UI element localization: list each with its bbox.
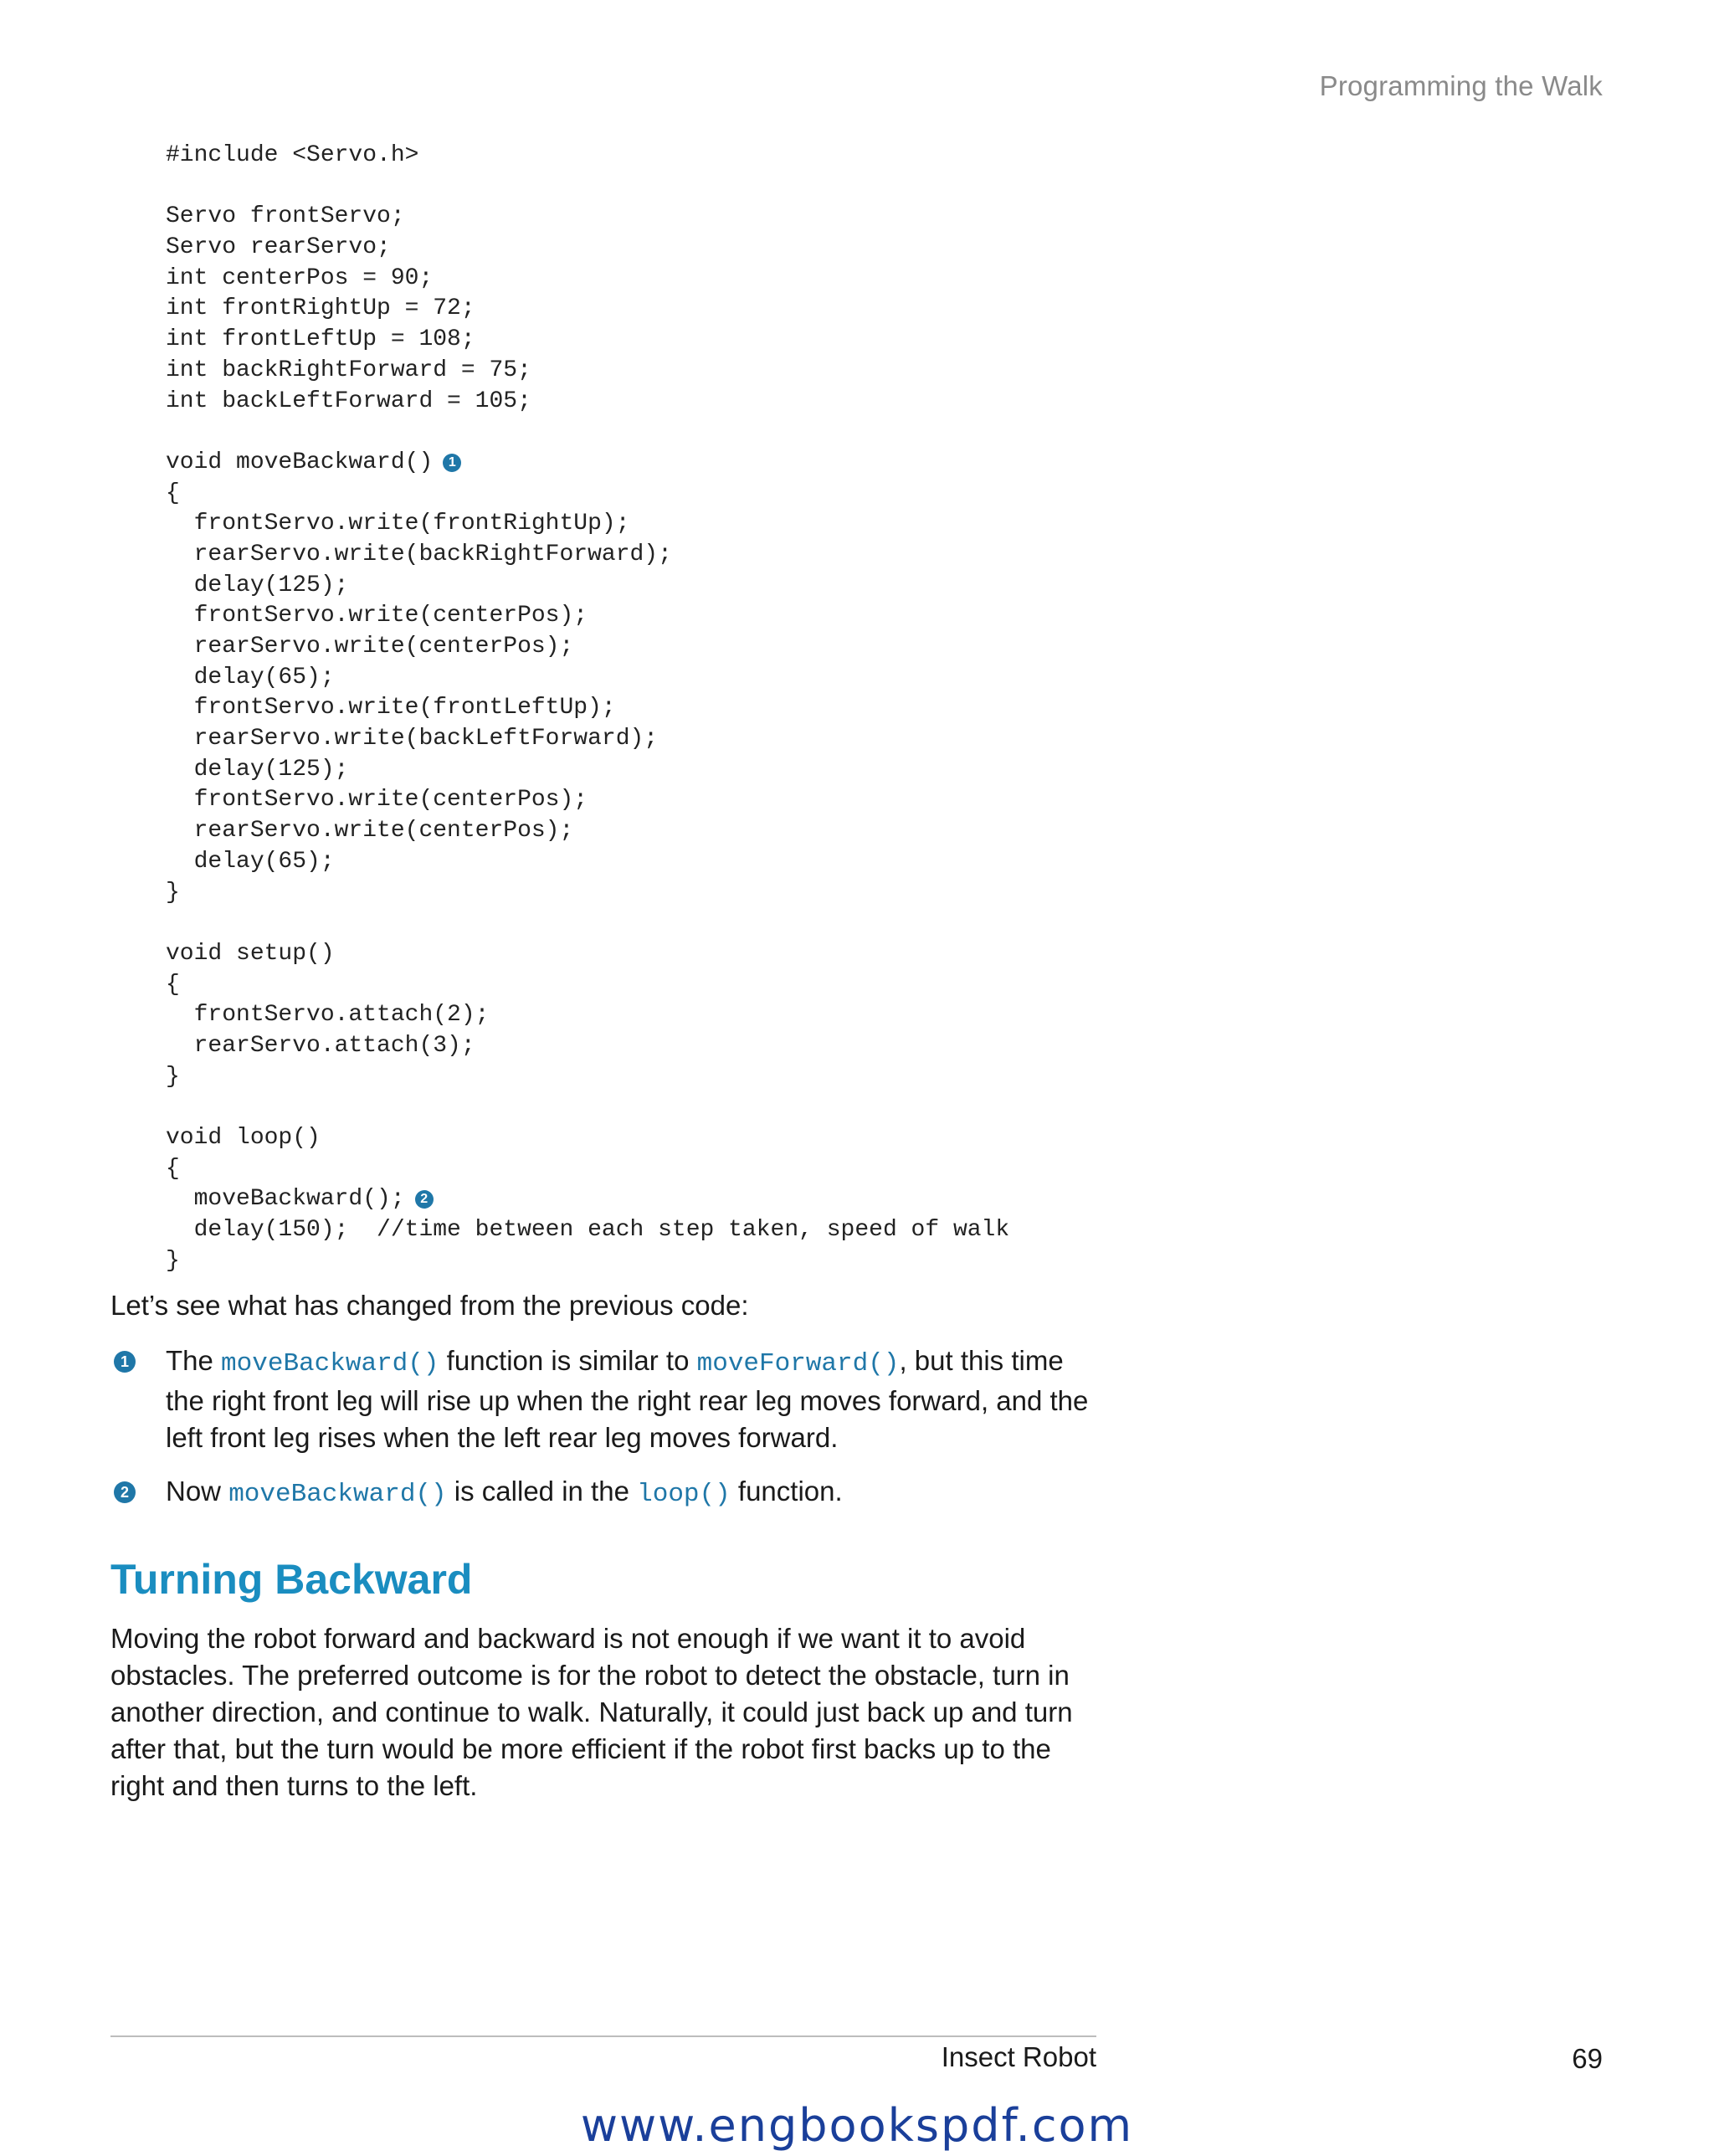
code-line: delay(65); xyxy=(166,848,335,875)
code-line: frontServo.write(frontLeftUp); xyxy=(166,695,616,721)
code-line: void setup() xyxy=(166,940,335,967)
code-line: Servo rearServo; xyxy=(166,234,391,261)
code-line: delay(150); //time between each step taken, speed of walk xyxy=(166,1217,1010,1244)
code-line: rearServo.write(centerPos); xyxy=(166,634,574,660)
code-line: rearServo.write(backRightForward); xyxy=(166,541,672,567)
code-line: delay(125); xyxy=(166,756,349,783)
code-line-with-callout xyxy=(166,1184,1009,1215)
code-line: } xyxy=(166,1247,180,1274)
code-line: int frontRightUp = 72; xyxy=(166,295,475,322)
inline-code: moveBackward() xyxy=(228,1480,447,1509)
code-line-with-callout xyxy=(166,448,1009,479)
code-line: { xyxy=(166,971,180,998)
code-line: int backLeftForward = 105; xyxy=(166,388,531,414)
code-text: moveBackward(); xyxy=(166,1186,405,1213)
note-text-part: The xyxy=(166,1345,222,1376)
code-line: rearServo.write(backLeftForward); xyxy=(166,726,659,752)
note-text-part: function. xyxy=(730,1476,843,1507)
code-line: int backRightForward = 75; xyxy=(166,357,531,383)
callout-marker-1: 1 xyxy=(443,454,461,472)
code-line: frontServo.write(centerPos); xyxy=(166,603,588,629)
code-line: { xyxy=(166,480,180,506)
watermark-url[interactable]: www.engbookspdf.com xyxy=(580,2099,1134,2152)
code-line xyxy=(166,1092,1009,1123)
footer-divider xyxy=(110,2035,1096,2037)
note-text xyxy=(166,1342,1098,1456)
code-line: frontServo.attach(2); xyxy=(166,1002,490,1029)
note-marker-1: 1 xyxy=(114,1351,136,1373)
inline-code: moveForward() xyxy=(696,1349,900,1378)
code-line: rearServo.attach(3); xyxy=(166,1032,475,1059)
code-line: frontServo.write(centerPos); xyxy=(166,787,588,814)
note-text-part: , but this time the right front leg will rise up when the right rear leg moves forward, and the left front leg rises when the left rear leg moves forward. xyxy=(166,1345,1089,1453)
code-line: int frontLeftUp = 108; xyxy=(166,326,475,353)
inline-code: loop() xyxy=(637,1480,731,1509)
code-line xyxy=(166,172,1009,203)
section-heading: Turning Backward xyxy=(110,1556,473,1603)
note-text-part: function is similar to xyxy=(439,1345,697,1376)
code-line: delay(65); xyxy=(166,664,335,690)
note-item-2 xyxy=(110,1473,1098,1513)
note-marker-2: 2 xyxy=(114,1481,136,1503)
code-line: int centerPos = 90; xyxy=(166,264,434,291)
code-line: Servo frontServo; xyxy=(166,203,405,230)
code-text: void moveBackward() xyxy=(166,449,434,475)
code-line xyxy=(166,417,1009,448)
code-line: void loop() xyxy=(166,1125,321,1151)
running-head: Programming the Walk xyxy=(1319,70,1603,101)
note-text-part: is called in the xyxy=(446,1476,638,1507)
inline-code: moveBackward() xyxy=(221,1349,439,1378)
code-line: rearServo.write(centerPos); xyxy=(166,818,574,844)
code-line: } xyxy=(166,879,180,906)
code-line: frontServo.write(frontRightUp); xyxy=(166,511,630,537)
footer-chapter-title: Insect Robot xyxy=(941,2041,1096,2072)
code-line: #include <Servo.h> xyxy=(166,142,419,168)
intro-paragraph: Let’s see what has changed from the previous code: xyxy=(110,1290,749,1321)
note-text-part: Now xyxy=(166,1476,229,1507)
code-line: { xyxy=(166,1155,180,1182)
code-listing xyxy=(166,141,1009,1276)
code-line: } xyxy=(166,1063,180,1090)
body-paragraph: Moving the robot forward and backward is not enough if we want it to avoid obstacles. The preferred outcome is for the robot to detect the obstacle, turn in another direction, and continue to walk. Naturally, it could just back up and turn after that, but the turn would be more efficient if the robot first backs up to the right and then turns to the left. xyxy=(110,1623,1073,1801)
code-line: delay(125); xyxy=(166,572,349,598)
callout-marker-2: 2 xyxy=(415,1190,434,1209)
page-number: 69 xyxy=(1572,2043,1603,2074)
code-line xyxy=(166,908,1009,939)
note-text xyxy=(166,1473,1098,1513)
note-item-1 xyxy=(110,1342,1098,1456)
